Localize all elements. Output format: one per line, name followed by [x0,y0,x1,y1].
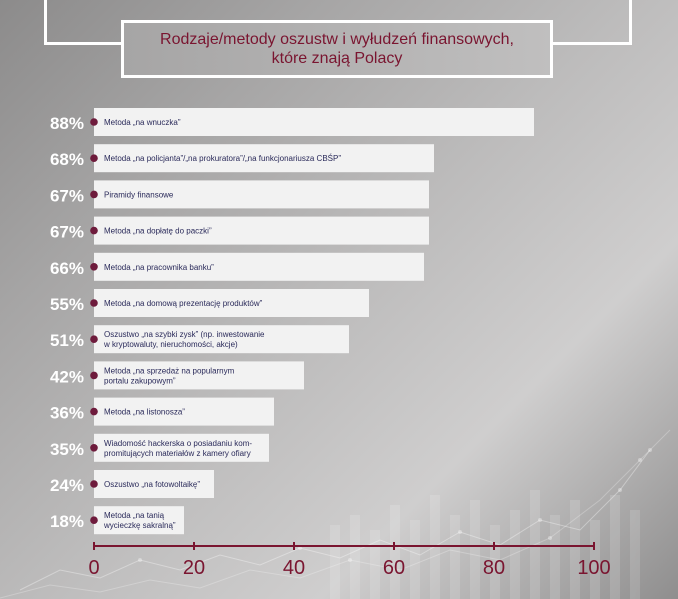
bar-value-label: 24% [49,476,84,495]
bar-value-label: 42% [49,367,84,387]
bar-category-label: Piramidy finansowe [104,190,174,200]
bar-marker [90,372,98,380]
bar-category-label: Oszustwo „na fotowoltaikę” [104,480,201,489]
bar-value-label: 51% [49,331,84,351]
bar-marker [90,516,98,524]
bar-value-label: 36% [49,403,84,423]
bar-category-label: Metoda „na domową prezentację produktów” [104,299,263,308]
bar-category-label: portalu zakupowym” [104,376,176,386]
bar-category-label: Metoda „na wnuczka” [104,118,181,127]
bar-marker [90,444,98,452]
bar-category-label: Wiadomość hackerska o posiadaniu kom- [104,438,253,448]
bar-value-label: 67% [49,186,84,206]
bar-category-label: w kryptowaluty, nieruchomości, akcje) [104,340,238,350]
bar-marker [90,263,98,271]
bar-value-label: 68% [49,150,84,170]
bar-category-label: Metoda „na tanią [104,511,165,521]
bar-marker [90,299,98,307]
bar-value-label: 55% [49,295,84,314]
bar-category-label: Metoda „na dopłatę do paczki” [104,226,212,236]
x-axis-tick-label: 60 [382,557,406,579]
bar-category-label: Metoda „na listonosza” [104,407,185,417]
bar-marker [90,408,98,416]
bar-value-label: 67% [49,222,84,242]
x-axis-tick-label: 0 [88,557,100,579]
bar-category-label: promitujących materiałów z kamery ofiary [104,448,251,458]
bar-value-label: 35% [49,439,84,459]
bar-value-label: 88% [49,114,84,133]
bar-marker [90,335,98,343]
x-axis-tick-label: 40 [282,557,306,579]
bar-category-label: Oszustwo „na szybki zysk” (np. inwestowanie [104,330,265,340]
bar-marker [90,480,98,488]
x-axis-tick-label: 80 [482,557,506,579]
bar-category-label: Metoda „na policjanta”/„na prokuratora”/„na funkcjonariusza CBŚP” [104,154,342,164]
bar-marker [90,227,98,235]
bar-value-label: 18% [49,512,84,532]
bar-category-label: Metoda „na sprzedaż na popularnym [104,366,235,376]
bar-value-label: 66% [49,258,84,278]
bar-marker [90,154,98,162]
x-axis-tick-label: 100 [577,557,611,579]
bar-category-label: Metoda „na pracownika banku” [104,262,214,272]
chart-title-line-1: Rodzaje/metody oszustw i wyłudzeń finansowych, [160,31,514,48]
chart-title-line-2: które znają Polacy [271,50,403,67]
bar-category-label: wycieczkę sakralną” [104,521,176,531]
x-axis-tick-label: 20 [182,557,206,579]
bar-marker [90,118,98,126]
bar-marker [90,191,98,199]
